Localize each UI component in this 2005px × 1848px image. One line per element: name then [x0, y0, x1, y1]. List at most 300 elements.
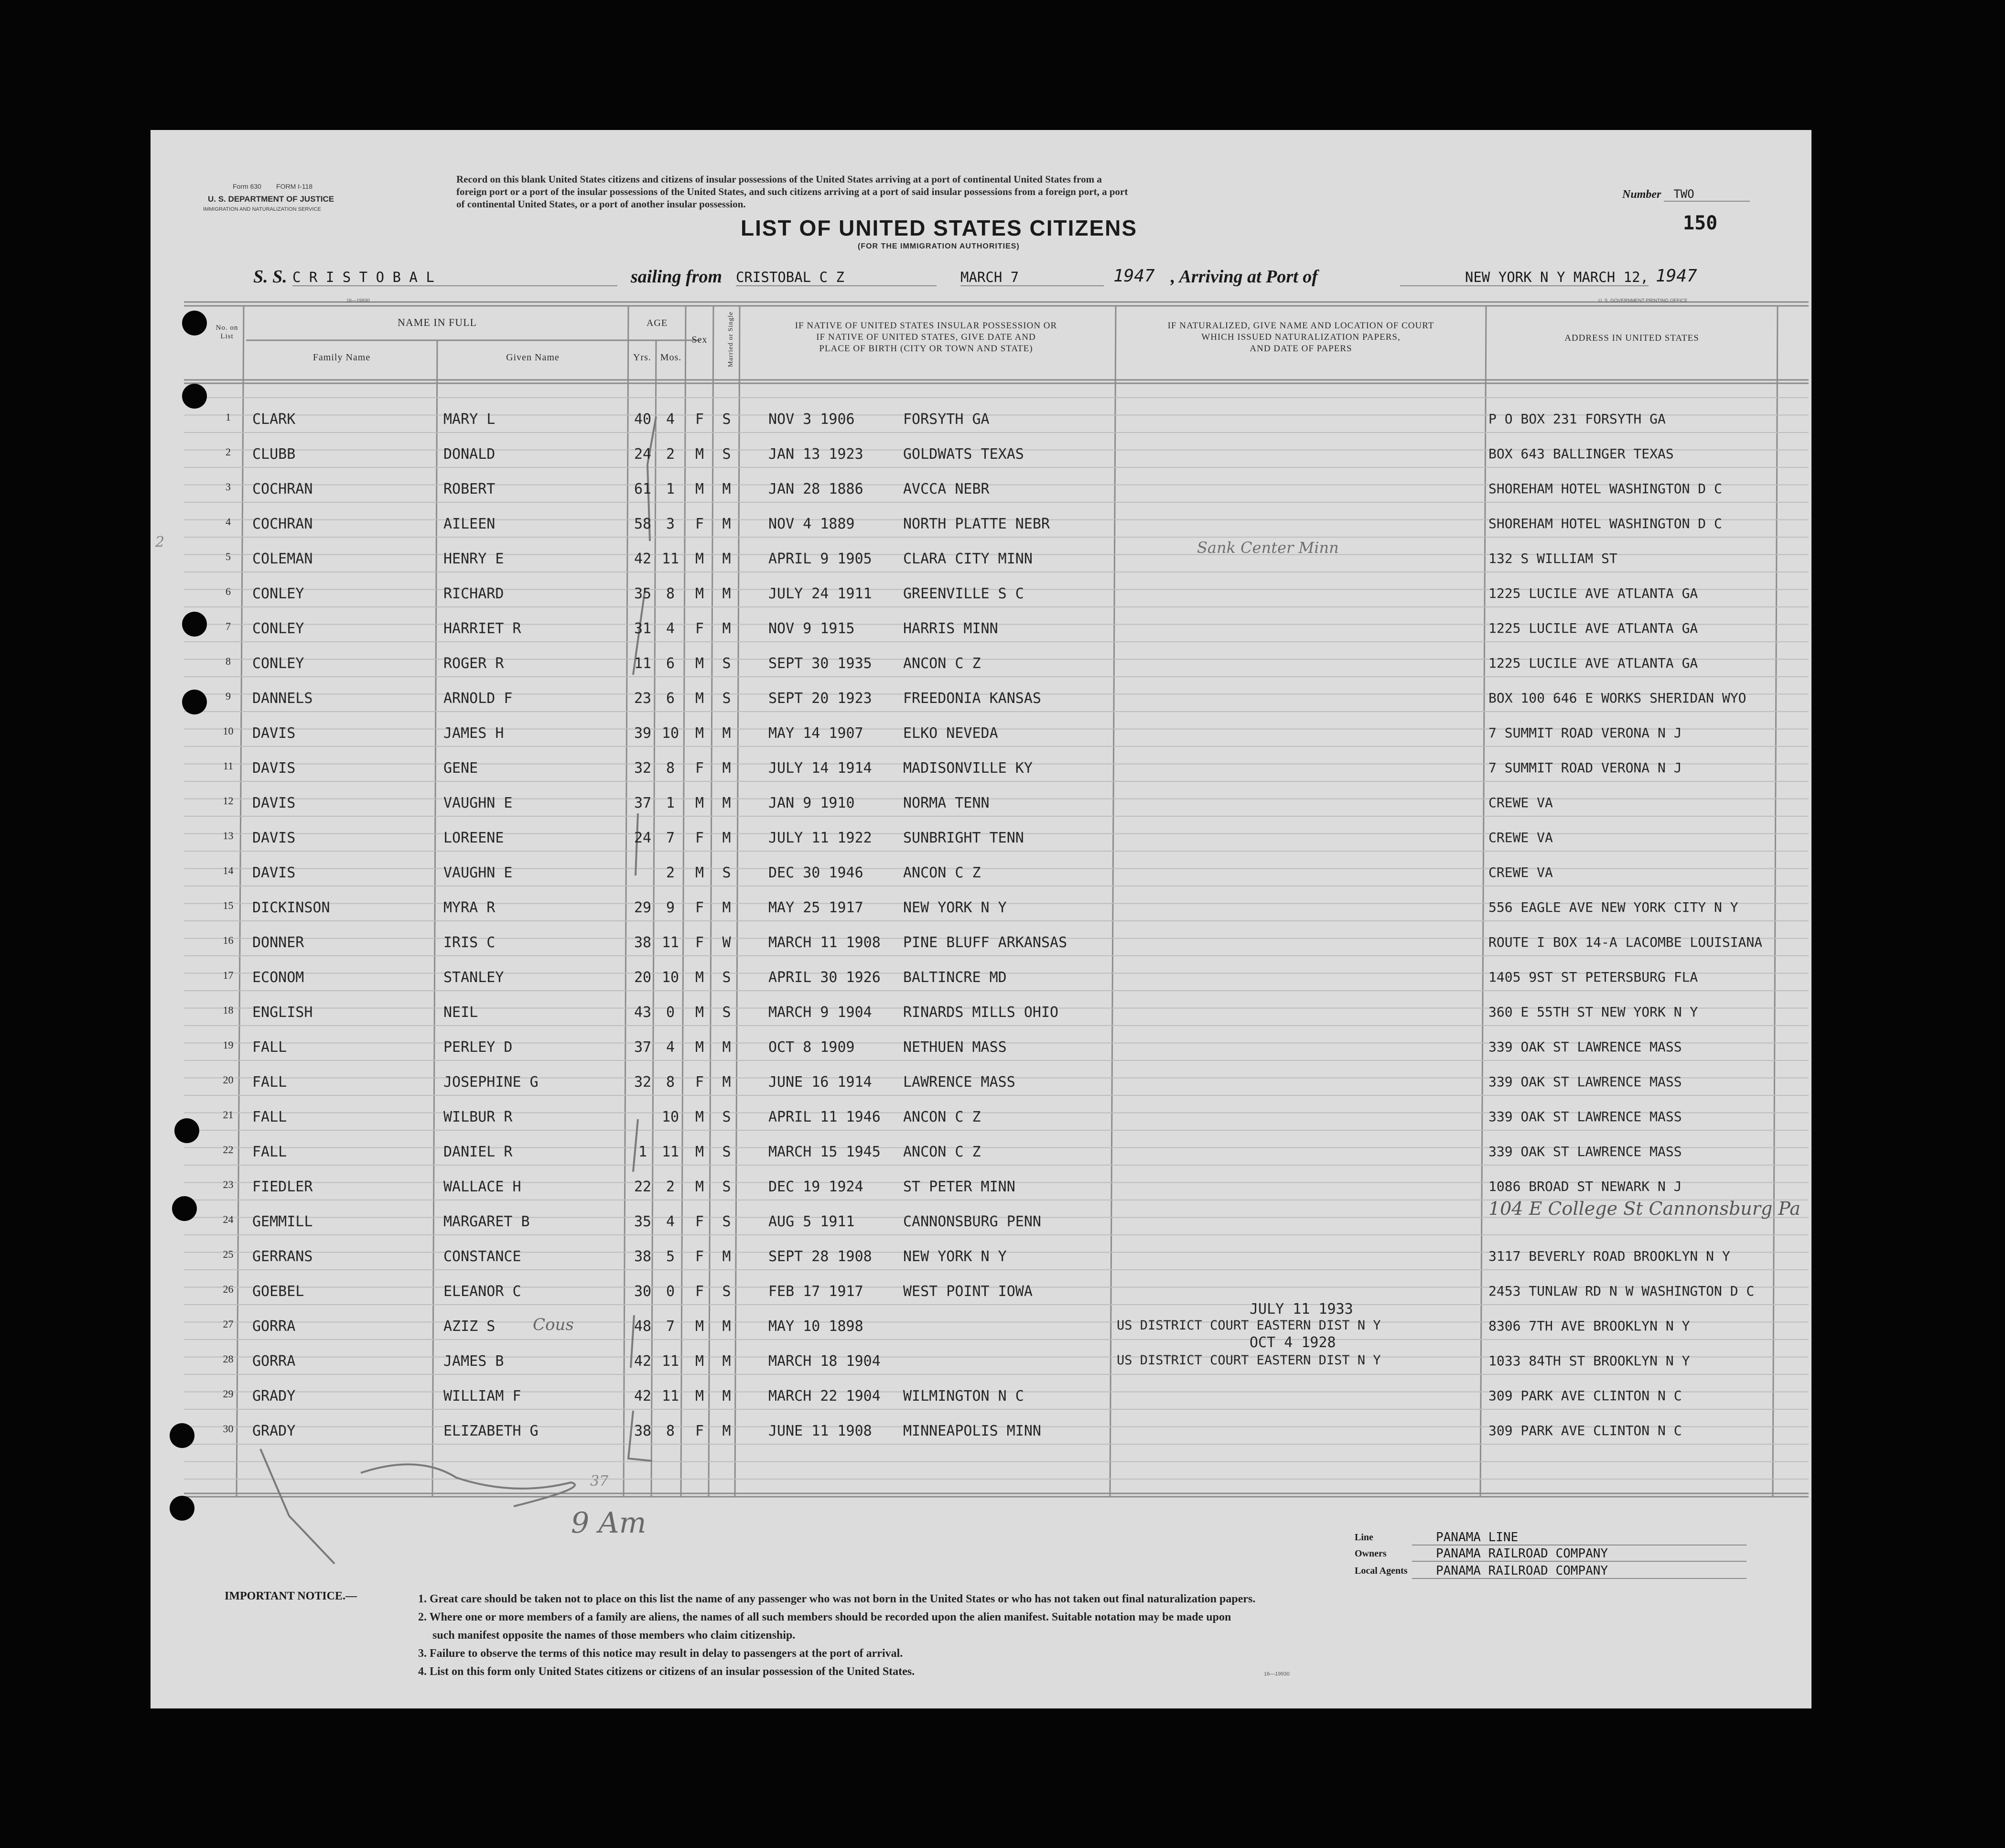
given-name: AILEEN — [443, 516, 496, 532]
sex: M — [695, 1004, 704, 1021]
marital-status: M — [722, 725, 731, 742]
service: IMMIGRATION AND NATURALIZATION SERVICE — [203, 206, 321, 212]
family-name: COCHRAN — [252, 481, 313, 497]
birth-place: WEST POINT IOWA — [903, 1283, 1033, 1300]
birth-date: SEPT 30 1935 — [768, 655, 872, 672]
punch-hole — [170, 1496, 194, 1521]
age-years: 35 — [634, 585, 652, 602]
instructions: Record on this blank United States citizens and citizens of insular possessions of the United States arriving at a port of continental United States from a foreign port or a port of the insular possessions of the United States, and such citizens arriving at a port of said insular possessions from a foreign port, a port of continental United States, or a port of another insular possession. — [456, 173, 1128, 210]
marital-status: M — [722, 620, 731, 637]
family-name: GORRA — [252, 1353, 296, 1370]
address: SHOREHAM HOTEL WASHINGTON D C — [1488, 481, 1722, 497]
age-years: 42 — [634, 551, 652, 567]
punch-hole — [172, 1196, 197, 1221]
row-number: 16 — [223, 934, 234, 946]
birth-place: CLARA CITY MINN — [903, 551, 1033, 567]
age-years: 40 — [634, 411, 652, 428]
footer-line-block: Line PANAMA LINE Owners PANAMA RAILROAD COMPANY Local Agents PANAMA RAILROAD COMPANY — [1355, 1530, 1751, 1581]
age-years: 38 — [634, 1248, 652, 1265]
family-name: GEMMILL — [252, 1213, 313, 1230]
given-name: WALLACE H — [443, 1178, 521, 1195]
punch-hole — [170, 1423, 194, 1448]
col-age: AGE — [646, 318, 668, 328]
row-number: 20 — [223, 1074, 234, 1086]
sex: M — [695, 690, 704, 707]
row-number: 2 — [226, 446, 231, 458]
col-sex: Sex — [691, 335, 708, 345]
naturalization: US DISTRICT COURT EASTERN DIST N Y — [1117, 1318, 1381, 1333]
birth-place: AVCCA NEBR — [903, 481, 990, 497]
naturalization: US DISTRICT COURT EASTERN DIST N Y — [1117, 1353, 1381, 1368]
age-months: 4 — [666, 620, 675, 637]
age-months: 11 — [661, 551, 679, 567]
family-name: DAVIS — [252, 865, 296, 881]
sex: F — [695, 1248, 704, 1265]
address: 7 SUMMIT ROAD VERONA N J — [1488, 760, 1682, 776]
age-years: 24 — [634, 446, 652, 463]
birth-place: NEW YORK N Y — [903, 899, 1007, 916]
sex: M — [695, 551, 704, 567]
print-code-bottom: 16—19930 — [1264, 1671, 1290, 1677]
address: 2453 TUNLAW RD N W WASHINGTON D C — [1488, 1283, 1755, 1299]
sex: F — [695, 1423, 704, 1439]
marital-status: M — [722, 1423, 731, 1439]
age-years: 22 — [634, 1178, 652, 1195]
family-name: FALL — [252, 1039, 287, 1056]
page-subtitle: (FOR THE IMMIGRATION AUTHORITIES) — [858, 242, 1020, 250]
row-number: 14 — [223, 865, 234, 876]
birth-place: NORMA TENN — [903, 795, 990, 811]
age-months: 6 — [666, 690, 675, 707]
birth-date: JAN 13 1923 — [768, 446, 863, 463]
given-name: HENRY E — [443, 551, 504, 567]
birth-place: ANCON C Z — [903, 1144, 981, 1160]
birth-place: LAWRENCE MASS — [903, 1074, 1015, 1091]
birth-place: ANCON C Z — [903, 655, 981, 672]
age-years: 39 — [634, 725, 652, 742]
family-name: DONNER — [252, 934, 304, 951]
row-number: 1 — [226, 411, 231, 423]
address: 132 S WILLIAM ST — [1488, 551, 1617, 566]
marital-status: S — [722, 690, 731, 707]
birth-place: ANCON C Z — [903, 1109, 981, 1125]
row-number: 11 — [223, 760, 234, 772]
birth-date: JUNE 16 1914 — [768, 1074, 872, 1091]
birth-place: RINARDS MILLS OHIO — [903, 1004, 1059, 1021]
sex: M — [695, 1318, 704, 1335]
address: 7 SUMMIT ROAD VERONA N J — [1488, 725, 1682, 741]
punch-hole — [182, 612, 207, 637]
age-months: 0 — [666, 1004, 675, 1021]
punch-hole — [174, 1118, 199, 1143]
given-name: CONSTANCE — [443, 1248, 521, 1265]
birth-place: PINE BLUFF ARKANSAS — [903, 934, 1067, 951]
birth-date: MARCH 15 1945 — [768, 1144, 881, 1160]
row-number: 17 — [223, 969, 234, 981]
sex: M — [695, 481, 704, 497]
birth-place: GOLDWATS TEXAS — [903, 446, 1024, 463]
row-number: 4 — [226, 516, 231, 528]
given-name: MARGARET B — [443, 1213, 530, 1230]
birth-place: ANCON C Z — [903, 865, 981, 881]
col-name-in-full: NAME IN FULL — [398, 316, 477, 328]
birth-place: ST PETER MINN — [903, 1178, 1015, 1195]
age-months: 3 — [666, 516, 675, 532]
address: SHOREHAM HOTEL WASHINGTON D C — [1488, 516, 1722, 531]
row-number: 9 — [226, 690, 231, 702]
given-name: ARNOLD F — [443, 690, 513, 707]
given-name: WILLIAM F — [443, 1388, 521, 1405]
marital-status: S — [722, 1213, 731, 1230]
notice-text: 1. Great care should be taken not to place on this list the name of any passenger who was not born in the United States or who has not taken out final naturalization papers. 2. Where one or more members of a family are aliens, the names of all such members should be recorded upon the alien manifest. Suitable notation may be made upon such manifest opposite the names of those members who claim citizenship. 3. Failure to observe the terms of this notice may result in delay to passengers at the port of arrival. 4. List on this form only United States citizens or citizens of an insular possession of the United States. — [418, 1593, 1256, 1678]
family-name: GERRANS — [252, 1248, 313, 1265]
birth-place: NEW YORK N Y — [903, 1248, 1007, 1265]
marital-status: S — [722, 865, 731, 881]
age-months: 2 — [666, 865, 675, 881]
marital-status: M — [722, 1318, 731, 1335]
marital-status: M — [722, 1248, 731, 1265]
punch-hole — [182, 311, 207, 335]
given-name: NEIL — [443, 1004, 478, 1021]
given-name: LOREENE — [443, 830, 504, 846]
family-name: FALL — [252, 1144, 287, 1160]
sex: M — [695, 1388, 704, 1405]
age-years: 58 — [634, 516, 652, 532]
given-name: ROGER R — [443, 655, 504, 672]
sex: F — [695, 760, 704, 777]
address: 1225 LUCILE AVE ATLANTA GA — [1488, 655, 1698, 671]
birth-date: MARCH 11 1908 — [768, 934, 881, 951]
sex: M — [695, 795, 704, 811]
age-months: 2 — [666, 1178, 675, 1195]
given-name: GENE — [443, 760, 478, 777]
birth-date: FEB 17 1917 — [768, 1283, 863, 1300]
age-years: 38 — [634, 934, 652, 951]
given-name: HARRIET R — [443, 620, 521, 637]
age-months: 11 — [661, 1388, 679, 1405]
marital-status: S — [722, 1109, 731, 1125]
family-name: CONLEY — [252, 620, 304, 637]
birth-place: NORTH PLATTE NEBR — [903, 516, 1050, 532]
given-name: DONALD — [443, 446, 496, 463]
age-months: 1 — [666, 481, 675, 497]
birth-date: MAY 14 1907 — [768, 725, 863, 742]
row-number: 26 — [223, 1283, 234, 1295]
row-number: 19 — [223, 1039, 234, 1051]
address: BOX 643 BALLINGER TEXAS — [1488, 446, 1674, 462]
address: ROUTE I BOX 14-A LACOMBE LOUISIANA — [1488, 934, 1763, 950]
given-name: RICHARD — [443, 585, 504, 602]
address: 339 OAK ST LAWRENCE MASS — [1488, 1109, 1682, 1124]
family-name: GOEBEL — [252, 1283, 304, 1300]
age-years: 31 — [634, 620, 652, 637]
family-name: DAVIS — [252, 760, 296, 777]
given-name: ELIZABETH G — [443, 1423, 539, 1439]
page-number: 150 — [1683, 212, 1718, 234]
marital-status: M — [722, 899, 731, 916]
family-name: FALL — [252, 1109, 287, 1125]
sex: F — [695, 934, 704, 951]
address: 556 EAGLE AVE NEW YORK CITY N Y — [1488, 899, 1738, 915]
address: 1225 LUCILE AVE ATLANTA GA — [1488, 620, 1698, 636]
address: 1405 9ST ST PETERSBURG FLA — [1488, 969, 1698, 985]
sex: M — [695, 655, 704, 672]
sex: M — [695, 1144, 704, 1160]
age-months: 4 — [666, 1039, 675, 1056]
birth-place: NETHUEN MASS — [903, 1039, 1007, 1056]
col-yrs: Yrs. — [633, 352, 651, 363]
address: 309 PARK AVE CLINTON N C — [1488, 1423, 1682, 1438]
age-months: 11 — [661, 934, 679, 951]
given-name: PERLEY D — [443, 1039, 513, 1056]
birth-date: APRIL 11 1946 — [768, 1109, 881, 1125]
age-years: 32 — [634, 1074, 652, 1091]
age-years: 35 — [634, 1213, 652, 1230]
sex: M — [695, 585, 704, 602]
birth-date: JUNE 11 1908 — [768, 1423, 872, 1439]
sex: M — [695, 725, 704, 742]
birth-date: OCT 8 1909 — [768, 1039, 855, 1056]
row-number: 28 — [223, 1353, 234, 1365]
age-months: 9 — [666, 899, 675, 916]
row-number: 12 — [223, 795, 234, 807]
age-years: 61 — [634, 481, 652, 497]
birth-date: MAY 10 1898 — [768, 1318, 863, 1335]
age-years: 42 — [634, 1388, 652, 1405]
marital-status: M — [722, 516, 731, 532]
row-number: 30 — [223, 1423, 234, 1435]
age-years: 24 — [634, 830, 652, 846]
age-months: 5 — [666, 1248, 675, 1265]
col-mos: Mos. — [660, 352, 682, 363]
handwritten-note: Sank Center Minn — [1197, 539, 1339, 557]
birth-date: MARCH 9 1904 — [768, 1004, 872, 1021]
family-name: DAVIS — [252, 830, 296, 846]
sex: M — [695, 969, 704, 986]
punch-hole — [182, 384, 207, 409]
row-number: 7 — [226, 620, 231, 632]
birth-place: MINNEAPOLIS MINN — [903, 1423, 1041, 1439]
birth-date: SEPT 20 1923 — [768, 690, 872, 707]
address: 3117 BEVERLY ROAD BROOKLYN N Y — [1488, 1248, 1730, 1264]
sex: F — [695, 1283, 704, 1300]
address: CREWE VA — [1488, 865, 1553, 880]
marital-status: M — [722, 1353, 731, 1370]
marital-status: M — [722, 551, 731, 567]
birth-date: JULY 11 1922 — [768, 830, 872, 846]
given-name: AZIZ S — [443, 1318, 496, 1335]
birth-place: SUNBRIGHT TENN — [903, 830, 1024, 846]
age-years: 29 — [634, 899, 652, 916]
address: P O BOX 231 FORSYTH GA — [1488, 411, 1666, 427]
address: 339 OAK ST LAWRENCE MASS — [1488, 1039, 1682, 1055]
print-code-top: 16—19930 — [346, 298, 370, 303]
address: CREWE VA — [1488, 795, 1553, 811]
address: 339 OAK ST LAWRENCE MASS — [1488, 1074, 1682, 1090]
family-name: GORRA — [252, 1318, 296, 1335]
age-months: 10 — [661, 969, 679, 986]
birth-place: FORSYTH GA — [903, 411, 990, 428]
birth-place: CANNONSBURG PENN — [903, 1213, 1041, 1230]
birth-date: APRIL 30 1926 — [768, 969, 881, 986]
sex: F — [695, 411, 704, 428]
row-number: 5 — [226, 551, 231, 562]
col-naturalized: IF NATURALIZED, GIVE NAME AND LOCATION OF COURT WHICH ISSUED NATURALIZATION PAPERS, AND DATE OF PAPERS — [1167, 321, 1434, 354]
col-married: Married or Single — [727, 311, 734, 367]
given-name: DANIEL R — [443, 1144, 513, 1160]
marital-status: S — [722, 1144, 731, 1160]
family-name: DICKINSON — [252, 899, 330, 916]
address: CREWE VA — [1488, 830, 1553, 845]
row-number: 13 — [223, 830, 234, 842]
age-years: 42 — [634, 1353, 652, 1370]
row-number: 6 — [226, 585, 231, 597]
family-name: CONLEY — [252, 585, 304, 602]
marital-status: M — [722, 1388, 731, 1405]
address: 309 PARK AVE CLINTON N C — [1488, 1388, 1682, 1404]
birth-date: NOV 9 1915 — [768, 620, 855, 637]
age-months: 6 — [666, 655, 675, 672]
birth-place: MADISONVILLE KY — [903, 760, 1033, 777]
marital-status: M — [722, 795, 731, 811]
age-months: 7 — [666, 830, 675, 846]
birth-date: NOV 4 1889 — [768, 516, 855, 532]
age-months: 8 — [666, 760, 675, 777]
row-number: 24 — [223, 1213, 234, 1225]
given-name: STANLEY — [443, 969, 504, 986]
age-years: 11 — [634, 655, 652, 672]
marital-status: S — [722, 1004, 731, 1021]
sex: F — [695, 1074, 704, 1091]
birth-date: SEPT 28 1908 — [768, 1248, 872, 1265]
family-name: CONLEY — [252, 655, 304, 672]
birth-place: BALTINCRE MD — [903, 969, 1007, 986]
birth-place: HARRIS MINN — [903, 620, 998, 637]
marital-status: M — [722, 830, 731, 846]
handwritten-address: 104 E College St Cannonsburg Pa — [1488, 1198, 1800, 1219]
row-number: 15 — [223, 899, 234, 911]
marital-status: S — [722, 446, 731, 463]
family-name: FIEDLER — [252, 1178, 313, 1195]
row-number: 21 — [223, 1109, 234, 1121]
row-number: 22 — [223, 1144, 234, 1156]
sex: M — [695, 446, 704, 463]
age-years: 37 — [634, 1039, 652, 1056]
birth-date: NOV 3 1906 — [768, 411, 855, 428]
given-name: JOSEPHINE G — [443, 1074, 539, 1091]
marital-status: S — [722, 411, 731, 428]
birth-place: FREEDONIA KANSAS — [903, 690, 1041, 707]
given-name: ELEANOR C — [443, 1283, 521, 1300]
given-name: MYRA R — [443, 899, 496, 916]
given-name: ROBERT — [443, 481, 496, 497]
given-name: JAMES H — [443, 725, 504, 742]
handwritten-cous: Cous — [533, 1315, 574, 1334]
nat-date-27: JULY 11 1933 — [1250, 1301, 1353, 1318]
address: 360 E 55TH ST NEW YORK N Y — [1488, 1004, 1698, 1020]
sex: M — [695, 1353, 704, 1370]
family-name: DAVIS — [252, 725, 296, 742]
marital-status: W — [722, 934, 731, 951]
birth-date: DEC 19 1924 — [768, 1178, 863, 1195]
family-name: FALL — [252, 1074, 287, 1091]
notice-title: IMPORTANT NOTICE.— — [225, 1590, 357, 1602]
marital-status: S — [722, 969, 731, 986]
age-years: 30 — [634, 1283, 652, 1300]
birth-date: JAN 9 1910 — [768, 795, 855, 811]
given-name: VAUGHN E — [443, 795, 513, 811]
age-months: 10 — [661, 1109, 679, 1125]
form-number: Form 630 FORM I-118 — [233, 183, 313, 190]
sex: M — [695, 1178, 704, 1195]
given-name: JAMES B — [443, 1353, 504, 1370]
department: U. S. DEPARTMENT OF JUSTICE — [208, 195, 334, 204]
sex: M — [695, 1109, 704, 1125]
age-years: 32 — [634, 760, 652, 777]
marital-status: S — [722, 655, 731, 672]
nat-date-28: OCT 4 1928 — [1250, 1334, 1336, 1351]
family-name: DANNELS — [252, 690, 313, 707]
sex: F — [695, 1213, 704, 1230]
sex: F — [695, 620, 704, 637]
age-years: 1 — [638, 1144, 647, 1160]
col-address: ADDRESS IN UNITED STATES — [1564, 333, 1699, 343]
birth-date: JULY 14 1914 — [768, 760, 872, 777]
birth-date: MARCH 22 1904 — [768, 1388, 881, 1405]
row-number: 27 — [223, 1318, 234, 1330]
age-years: 43 — [634, 1004, 652, 1021]
sex: F — [695, 516, 704, 532]
birth-date: MARCH 18 1904 — [768, 1353, 881, 1370]
address: BOX 100 646 E WORKS SHERIDAN WYO — [1488, 690, 1746, 706]
vessel-line: S. S. C R I S T O B A L sailing from CRISTOBAL C Z MARCH 7 1947 , Arriving at Port of NEW YORK N Y MARCH 12, 1947 — [253, 266, 1697, 287]
family-name: CLARK — [252, 411, 296, 428]
age-years: 38 — [634, 1423, 652, 1439]
birth-date: JAN 28 1886 — [768, 481, 863, 497]
sex: F — [695, 830, 704, 846]
row-number: 18 — [223, 1004, 234, 1016]
age-years: 37 — [634, 795, 652, 811]
govt-print: U. S. GOVERNMENT PRINTING OFFICE — [1598, 298, 1688, 303]
row-number: 29 — [223, 1388, 234, 1400]
age-years: 48 — [634, 1318, 652, 1335]
marital-status: M — [722, 481, 731, 497]
row-number: 25 — [223, 1248, 234, 1260]
birth-date: MAY 25 1917 — [768, 899, 863, 916]
handwritten-time: 9 Am — [571, 1506, 647, 1540]
col-no: No. on List — [216, 324, 238, 340]
age-years: 23 — [634, 690, 652, 707]
birth-place: GREENVILLE S C — [903, 585, 1024, 602]
given-name: IRIS C — [443, 934, 496, 951]
address: 1086 BROAD ST NEWARK N J — [1488, 1178, 1682, 1194]
row-number: 8 — [226, 655, 231, 667]
row-number: 10 — [223, 725, 234, 737]
given-name: WILBUR R — [443, 1109, 513, 1125]
address: 1033 84TH ST BROOKLYN N Y — [1488, 1353, 1690, 1369]
marital-status: M — [722, 585, 731, 602]
family-name: ECONOM — [252, 969, 304, 986]
family-name: GRADY — [252, 1423, 296, 1439]
family-name: CLUBB — [252, 446, 296, 463]
age-months: 1 — [666, 795, 675, 811]
birth-date: AUG 5 1911 — [768, 1213, 855, 1230]
given-name: VAUGHN E — [443, 865, 513, 881]
age-months: 7 — [666, 1318, 675, 1335]
birth-date: DEC 30 1946 — [768, 865, 863, 881]
age-months: 11 — [661, 1353, 679, 1370]
col-family-name: Family Name — [313, 352, 371, 363]
